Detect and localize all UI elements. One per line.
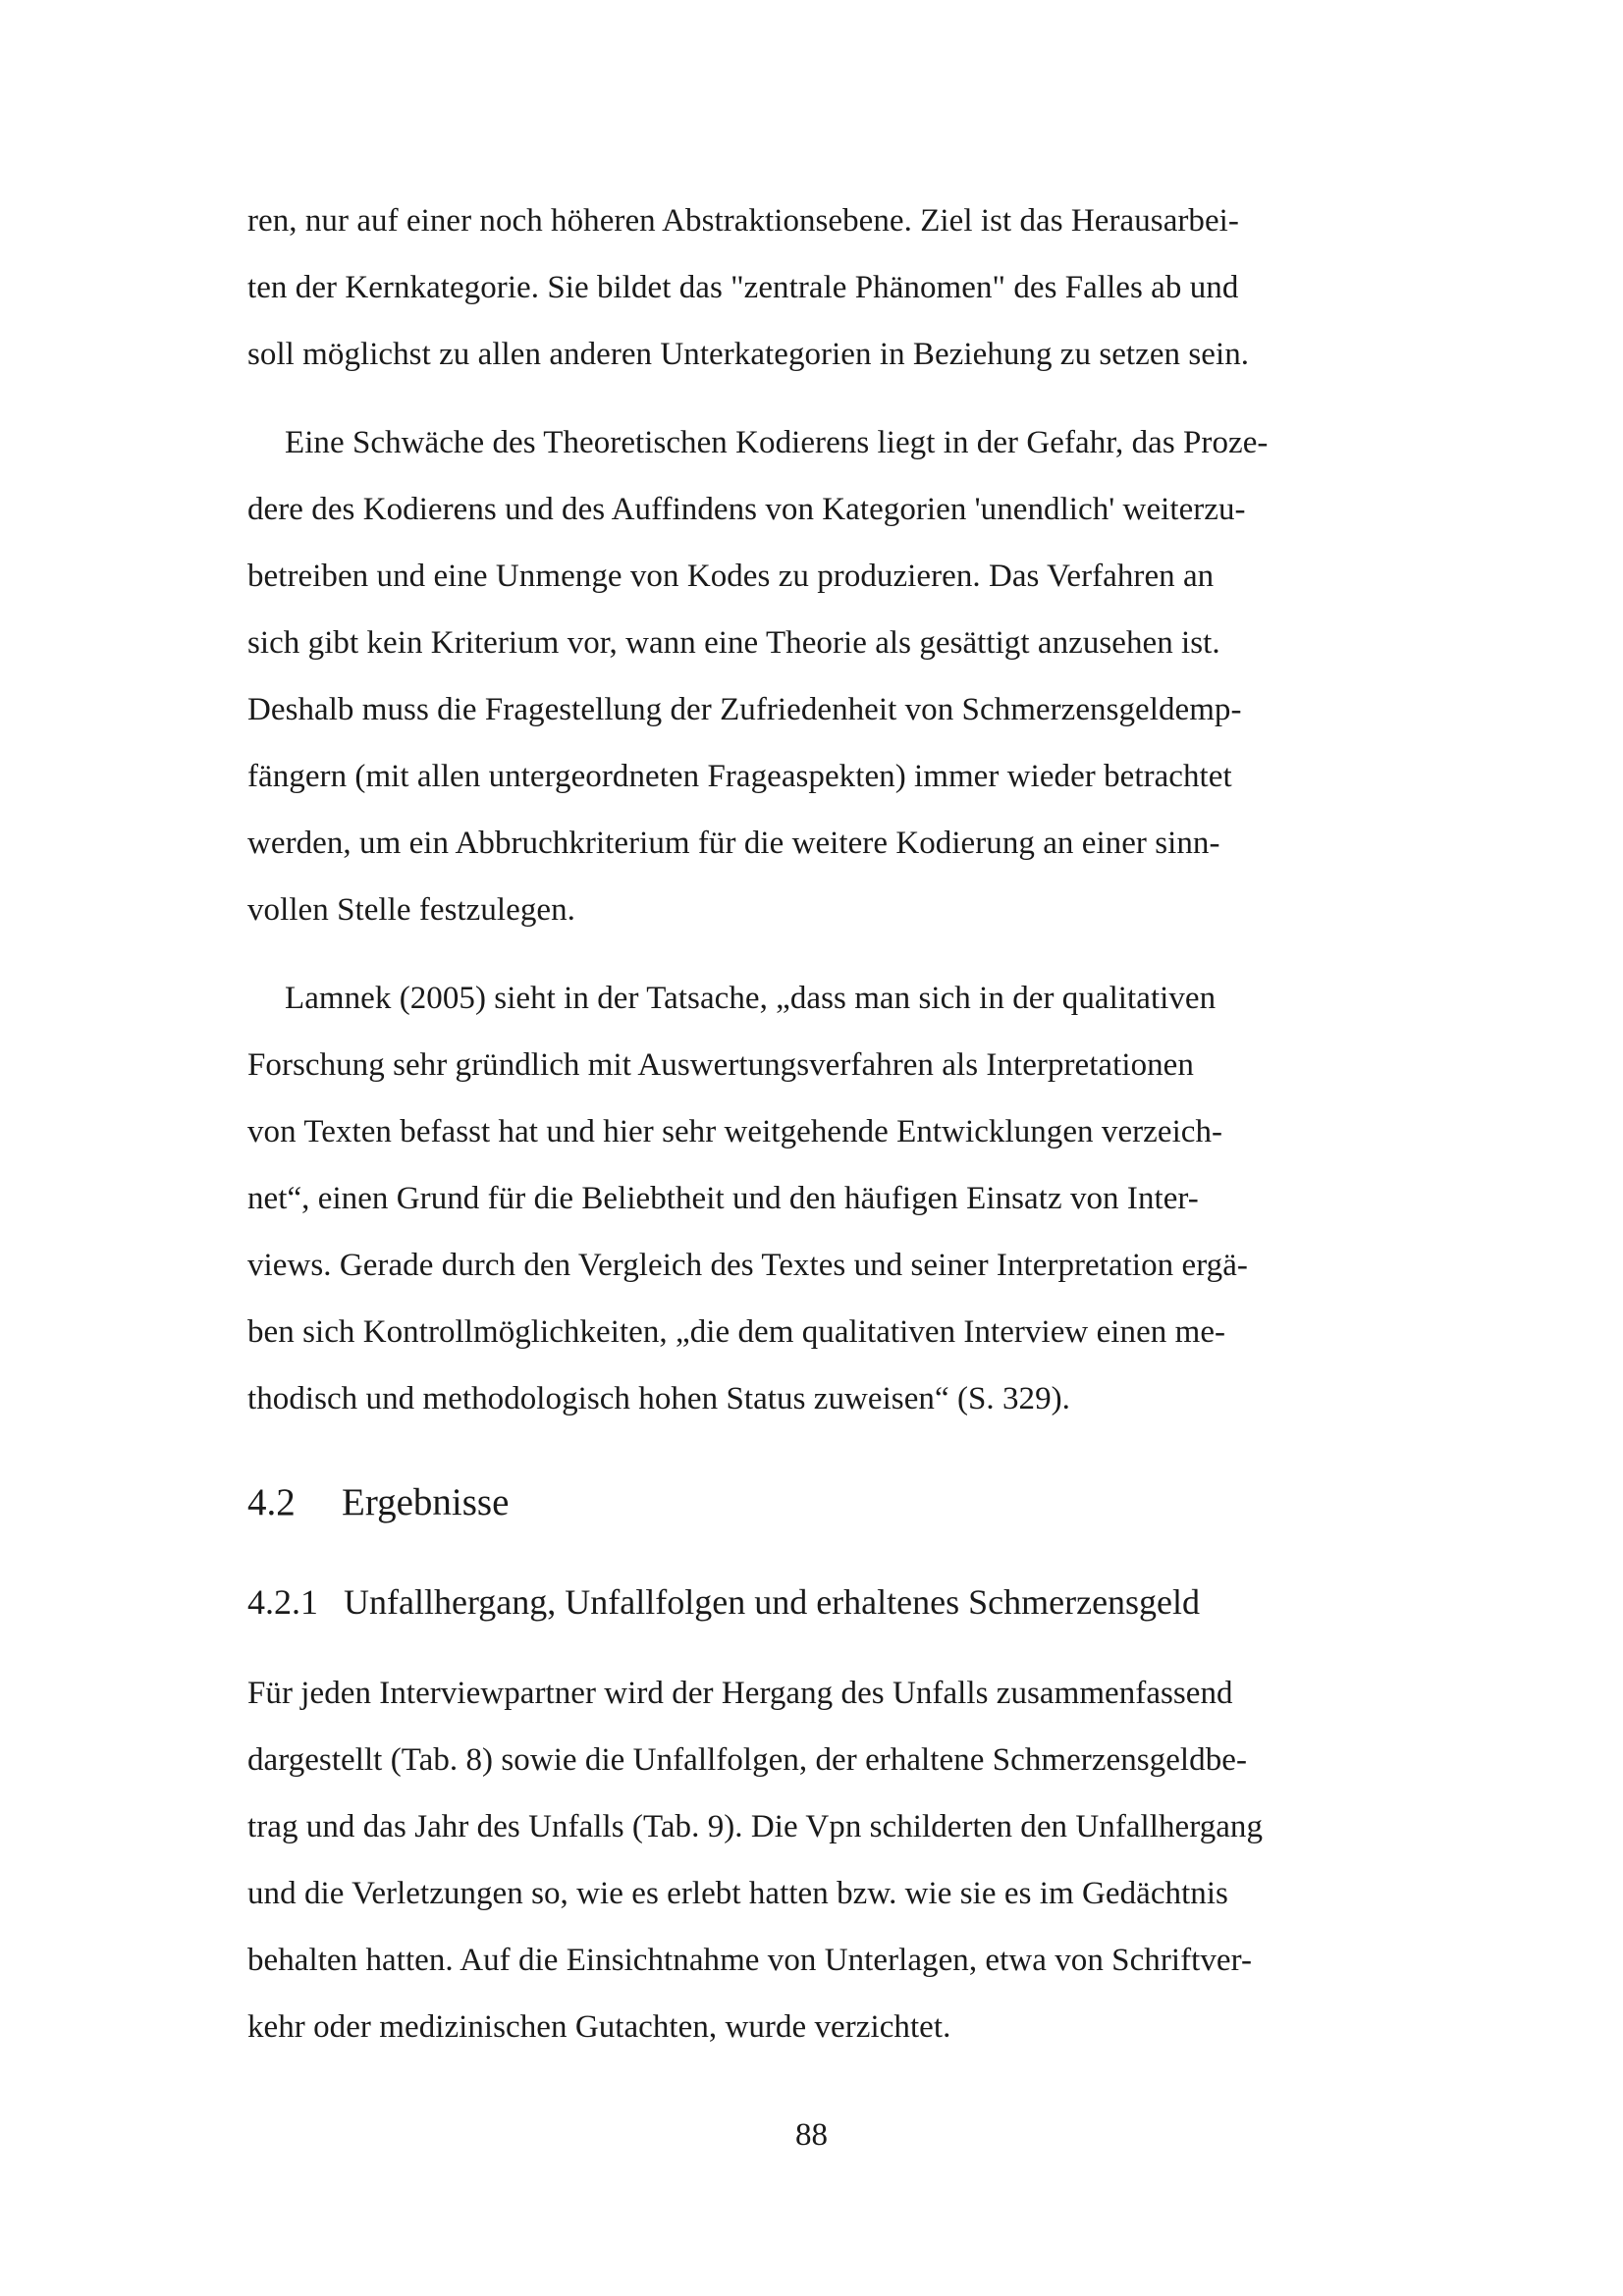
text-line: ten der Kernkategorie. Sie bildet das "zentrale Phänomen" des Falles ab und [247,270,1239,305]
text-line: vollen Stelle festzulegen. [247,892,575,928]
text-line: trag und das Jahr des Unfalls (Tab. 9). Die Vpn schilderten den Unfallhergang [247,1809,1264,1844]
text-line: soll möglichst zu allen anderen Unterkategorien in Beziehung zu setzen sein. [247,337,1250,372]
page-number: 88 [795,2117,828,2153]
text-line: Lamnek (2005) sieht in der Tatsache, „dass man sich in der qualitativen [285,981,1217,1016]
text-line: behalten hatten. Auf die Einsichtnahme von Unterlagen, etwa von Schriftver- [247,1943,1253,1978]
section-number: 4.2 [247,1481,296,1523]
text-line: Deshalb muss die Fragestellung der Zufriedenheit von Schmerzensgeldemp- [247,692,1242,727]
section-title: Ergebnisse [342,1481,510,1523]
subsection-heading [247,1581,1200,1623]
text-line: thodisch und methodologisch hohen Status zuweisen“ (S. 329). [247,1381,1070,1416]
text-line: betreiben und eine Unmenge von Kodes zu produzieren. Das Verfahren an [247,559,1215,594]
text-line: ben sich Kontrollmöglichkeiten, „die dem qualitativen Interview einen me- [247,1314,1226,1350]
text-line: dargestellt (Tab. 8) sowie die Unfallfolgen, der erhaltene Schmerzensgeldbe- [247,1742,1247,1778]
text-line: Eine Schwäche des Theoretischen Kodierens liegt in der Gefahr, das Proze- [285,425,1269,460]
text-line: Für jeden Interviewpartner wird der Hergang des Unfalls zusammenfassend [247,1676,1233,1711]
subsection-number: 4.2.1 [247,1582,318,1622]
text-line: werden, um ein Abbruchkriterium für die weitere Kodierung an einer sinn- [247,826,1220,861]
text-line: kehr oder medizinischen Gutachten, wurde verzichtet. [247,2009,951,2045]
text-line: sich gibt kein Kriterium vor, wann eine Theorie als gesättigt anzusehen ist. [247,625,1220,661]
subsection-title: Unfallhergang, Unfallfolgen und erhaltenes Schmerzensgeld [344,1582,1201,1622]
text-line: fängern (mit allen untergeordneten Frageaspekten) immer wieder betrachtet [247,759,1232,794]
text-line: Forschung sehr gründlich mit Auswertungsverfahren als Interpretationen [247,1047,1194,1083]
text-line: ren, nur auf einer noch höheren Abstraktionsebene. Ziel ist das Herausarbei- [247,203,1239,239]
text-line: views. Gerade durch den Vergleich des Textes und seiner Interpretation ergä- [247,1248,1248,1283]
text-line: dere des Kodierens und des Auffindens von Kategorien 'unendlich' weiterzu- [247,492,1246,527]
text-line: net“, einen Grund für die Beliebtheit und den häufigen Einsatz von Inter- [247,1181,1199,1216]
text-line: von Texten befasst hat und hier sehr weitgehende Entwicklungen verzeich- [247,1114,1223,1149]
text-line: und die Verletzungen so, wie es erlebt hatten bzw. wie sie es im Gedächtnis [247,1876,1228,1911]
section-heading [247,1481,509,1524]
